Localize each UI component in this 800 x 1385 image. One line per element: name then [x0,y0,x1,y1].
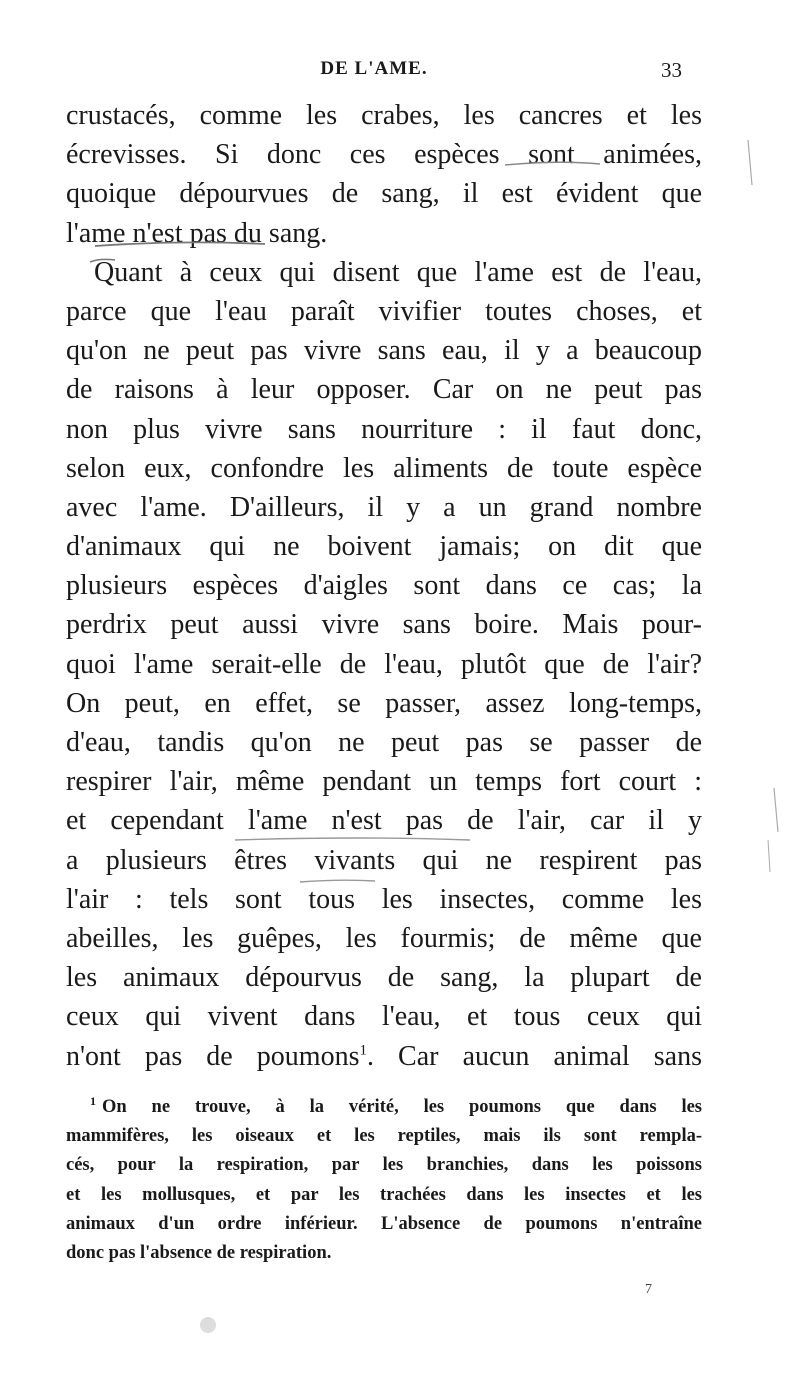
text-line: l'ame n'est pas du sang. [66,217,328,249]
signature-mark: 7 [645,1282,652,1297]
text-line: parce que l'eau paraît vivifier toutes choses, et [66,295,702,327]
line-text-before-marker: n'ont pas de poumons [66,1040,360,1072]
text-line: avec l'ame. D'ailleurs, il y a un grand nombre [66,491,702,523]
footnote-line: donc pas l'absence de respiration. [66,1242,332,1263]
text-line: On peut, en effet, se passer, assez long-temps, [66,687,702,719]
footnote-line: cés, pour la respiration, par les branchies, dans les poissons [66,1155,702,1176]
text-line: quoique dépourvues de sang, il est évident que [66,178,702,210]
text-line: qu'on ne peut pas vivre sans eau, il y a beaucoup [66,335,702,367]
page-number: 33 [661,58,682,82]
footnote-line: animaux d'un ordre inférieur. L'absence de poumons n'entraîne [66,1213,702,1234]
text-line: perdrix peut aussi vivre sans boire. Mais pour- [66,609,702,641]
text-line: de raisons à leur opposer. Car on ne peut pas [66,374,702,406]
text-line: plusieurs espèces d'aigles sont dans ce cas; la [66,570,702,602]
running-head [66,58,682,88]
footnote-line: et les mollusques, et par les trachées dans les insectes et les [66,1184,702,1205]
text-line: d'animaux qui ne boivent jamais; on dit que [66,531,702,563]
paper-stain [200,1317,216,1333]
text-line: quoi l'ame serait-elle de l'eau, plutôt que de l'air? [66,648,702,680]
footnote [66,1093,702,1268]
text-line: non plus vivre sans nourriture : il faut donc, [66,413,702,445]
footnote-line-text: On ne trouve, à la vérité, les poumons que dans les [102,1097,702,1117]
text-line: ceux qui vivent dans l'eau, et tous ceux qui [66,1001,702,1033]
text-line: abeilles, les guêpes, les fourmis; de même que [66,922,702,954]
text-line: et cependant l'ame n'est pas de l'air, car il y [66,805,702,837]
text-line: les animaux dépourvus de sang, la plupart de [66,962,702,994]
running-title: DE L'AME. [320,58,428,79]
text-line: respirer l'air, même pendant un temps fort court : [66,766,702,798]
text-line: crustacés, comme les crabes, les cancres et les [66,100,702,131]
footnote-number: 1 [90,1093,96,1108]
footnote-line: mammifères, les oiseaux et les reptiles, mais ils sont rempla- [66,1126,702,1147]
body-text [66,96,702,1076]
text-line: a plusieurs êtres vivants qui ne respirent pas [66,844,702,876]
paragraph-start-line: Quant à ceux qui disent que l'ame est de l'eau, [94,256,702,288]
footnote-marker: 1 [359,1042,367,1059]
text-line: d'eau, tandis qu'on ne peut pas se passer de [66,727,702,758]
pencil-margin-mark [748,140,752,185]
pencil-margin-mark [774,788,778,832]
text-line: l'air : tels sont tous les insectes, comme les [66,883,702,915]
pencil-margin-mark [768,840,770,872]
text-line: écrevisses. Si donc ces espèces sont animées, [66,139,702,171]
text-line: selon eux, confondre les aliments de toute espèce [66,452,702,484]
text-line-with-footnote-marker [66,1037,702,1076]
footnote-line [66,1093,702,1122]
line-text-after-marker: . Car aucun animal sans [366,1040,702,1072]
